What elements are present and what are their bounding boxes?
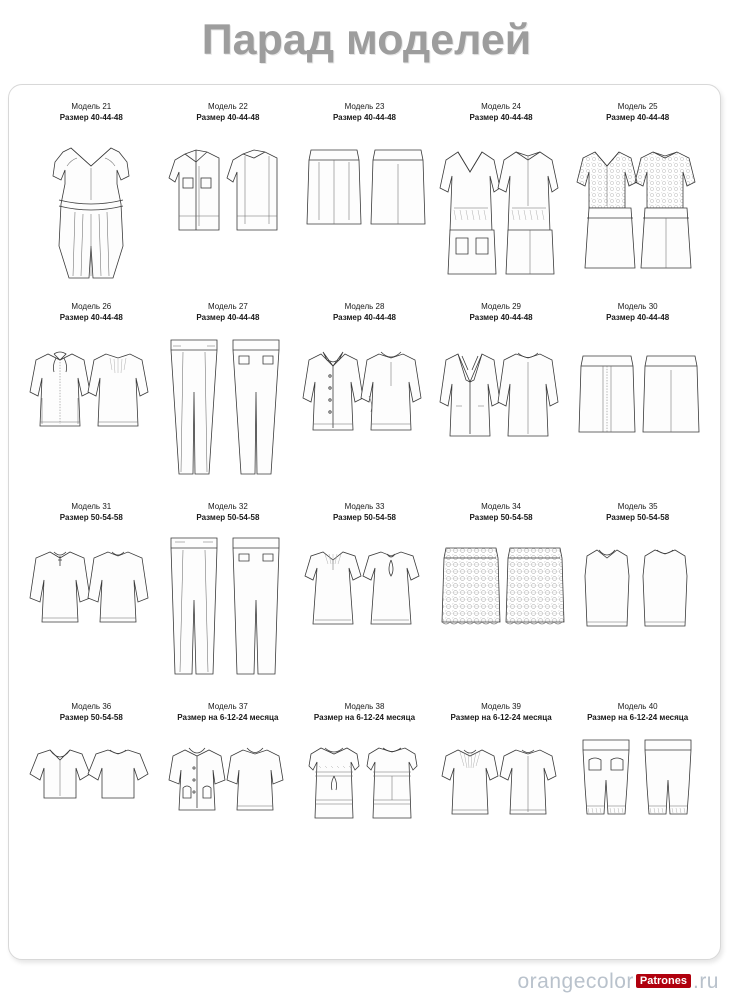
model-number: Модель 31 [71,502,112,511]
model-number: Модель 21 [71,102,112,111]
technical-drawing-blazer [436,326,566,476]
model-caption [470,101,533,123]
model-number: Модель 25 [617,102,658,111]
model-number: Модель 23 [344,102,385,111]
model-size: Размер на 6-12-24 месяца [177,713,279,722]
model-number: Модель 22 [207,102,248,111]
model-number: Модель 32 [207,502,248,511]
technical-drawing-jacket-shirt [163,126,293,286]
technical-drawing-kids-blouse [436,726,566,836]
model-caption [333,501,396,523]
watermark-prefix: orangecolor [517,970,634,993]
model-number: Модель 39 [481,702,521,711]
model-cell[interactable] [433,499,570,699]
model-size: Размер 40-44-48 [469,113,533,122]
model-cell[interactable] [433,99,570,299]
model-cell[interactable] [433,699,570,899]
technical-drawing-kids-pants [573,726,703,836]
technical-drawing-kids-dress [299,726,429,836]
model-cell[interactable] [23,299,160,499]
technical-drawing-tunic-drawstring [436,126,566,296]
model-size: Размер 50-54-58 [606,513,670,522]
technical-drawing-sleeveless-top [573,526,703,656]
model-size: Размер 50-54-58 [332,513,397,522]
model-number: Модель 40 [617,702,658,711]
models-row [23,499,706,699]
technical-drawing-bow-blouse [26,326,156,476]
model-number: Модель 29 [481,302,521,311]
model-size: Размер 40-44-48 [606,313,670,322]
technical-drawing-bolero [26,726,156,836]
model-caption [333,101,396,123]
model-size: Размер 50-54-58 [469,513,533,522]
watermark-badge: Patrones [636,974,691,988]
model-size: Размер 50-54-58 [59,713,123,722]
models-sheet [8,84,721,960]
model-size: Размер 50-54-58 [196,513,260,522]
model-caption [606,101,669,123]
model-number: Модель 30 [617,302,658,311]
models-row [23,699,706,899]
model-caption [333,301,396,323]
model-number: Модель 33 [344,502,385,511]
model-caption [60,101,123,123]
model-size: Размер 40-44-48 [332,113,397,122]
model-cell[interactable] [296,299,433,499]
model-number: Модель 36 [71,702,112,711]
technical-drawing-dress [31,126,151,286]
model-cell[interactable] [296,99,433,299]
model-cell[interactable] [569,699,706,899]
model-caption [606,301,669,323]
technical-drawing-tunic-keyhole [26,526,156,656]
model-cell[interactable] [569,99,706,299]
model-cell[interactable] [23,699,160,899]
model-caption [450,701,551,723]
model-caption [60,701,123,723]
model-size: Размер 40-44-48 [59,313,123,322]
model-number: Модель 28 [344,302,385,311]
technical-drawing-lace-suit [573,126,703,296]
model-caption [196,501,259,523]
model-cell[interactable] [160,299,297,499]
model-size: Размер 40-44-48 [196,113,260,122]
model-cell[interactable] [569,499,706,699]
technical-drawing-collar-shirt [299,326,429,476]
model-cell[interactable] [296,499,433,699]
model-size: Размер 40-44-48 [469,313,533,322]
models-row [23,299,706,499]
model-caption [470,301,533,323]
model-number: Модель 24 [481,102,521,111]
page-title: Парад моделей [201,16,532,64]
model-size: Размер 40-44-48 [196,313,260,322]
model-cell[interactable] [160,499,297,699]
model-caption [587,701,688,723]
watermark-suffix: .ru [692,970,719,993]
watermark [0,970,733,994]
model-cell[interactable] [23,99,160,299]
model-caption [196,101,259,123]
model-cell[interactable] [160,699,297,899]
model-caption [60,501,123,523]
model-caption [314,701,415,723]
model-caption [177,701,278,723]
model-size: Размер на 6-12-24 месяца [313,713,416,722]
model-size: Размер на 6-12-24 месяца [587,713,689,722]
technical-drawing-skirt-panel [573,326,703,476]
model-cell[interactable] [23,499,160,699]
technical-drawing-wide-trousers [163,526,293,686]
model-number: Модель 26 [71,302,112,311]
model-number: Модель 27 [207,302,248,311]
model-size: Размер 40-44-48 [332,313,397,322]
model-caption [470,501,533,523]
model-number: Модель 37 [207,702,248,711]
model-caption [606,501,669,523]
model-number: Модель 35 [617,502,658,511]
technical-drawing-kids-jacket [163,726,293,836]
models-grid [23,99,706,945]
technical-drawing-trousers [163,326,293,486]
model-caption [60,301,123,323]
model-cell[interactable] [569,299,706,499]
technical-drawing-skirt-straight [299,126,429,286]
technical-drawing-gathered-top [299,526,429,656]
model-size: Размер на 6-12-24 месяца [450,713,552,722]
model-number: Модель 38 [344,702,385,711]
model-caption [196,301,259,323]
models-row [23,99,706,299]
model-number: Модель 34 [481,502,521,511]
model-cell[interactable] [296,699,433,899]
model-size: Размер 40-44-48 [59,113,123,122]
technical-drawing-lace-skirt [436,526,566,656]
model-cell[interactable] [160,99,297,299]
model-cell[interactable] [433,299,570,499]
model-size: Размер 40-44-48 [606,113,670,122]
model-size: Размер 50-54-58 [59,513,123,522]
